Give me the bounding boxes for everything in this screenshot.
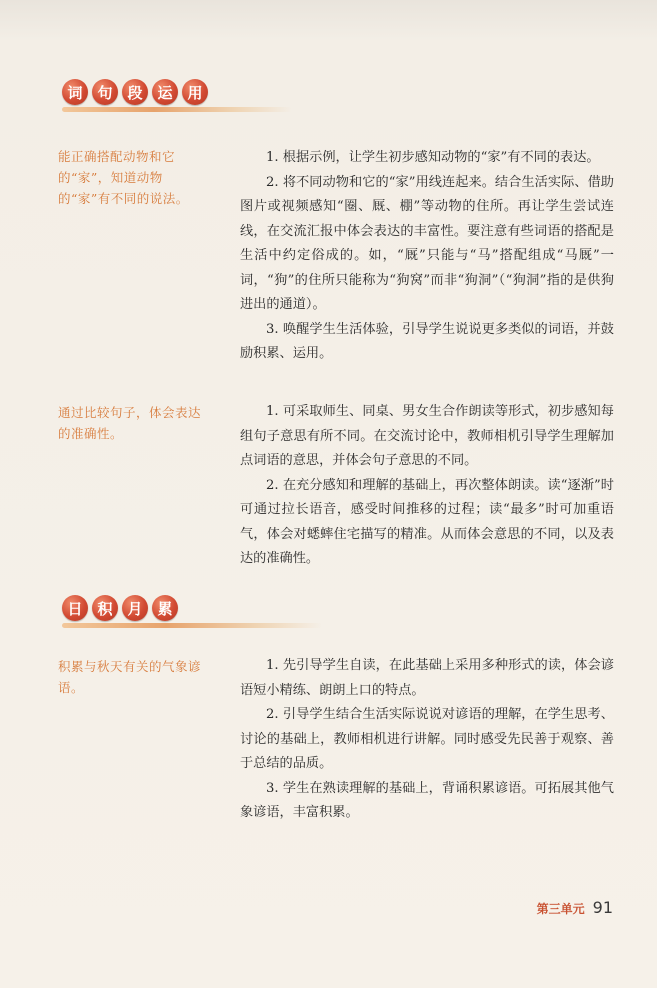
section-heading-ci-ju-duan-yun-yong [62,78,208,106]
heading-char: 词 [62,79,88,105]
paragraph: 2. 引导学生结合生活实际说说对谚语的理解，在学生思考、讨论的基础上，教师相机进行讲解。同时感受先民善于观察、善于总结的品质。 [240,707,614,771]
heading-char: 运 [152,79,178,105]
heading-char: 用 [182,79,208,105]
heading-underline [62,623,322,628]
paragraph: 3. 唤醒学生生活体验，引导学生说说更多类似的词语，并鼓励积累、运用。 [240,321,614,361]
paragraph: 3. 学生在熟读理解的基础上，背诵积累谚语。可拓展其他气象谚语，丰富积累。 [240,780,614,820]
heading-char: 段 [122,79,148,105]
body-text [240,146,614,367]
page-number: 91 [592,898,613,917]
margin-note: 能正确搭配动物和它的“家”，知道动物的“家”有不同的说法。 [58,149,189,206]
body-text [240,400,614,572]
heading-char: 积 [92,595,118,621]
margin-note: 通过比较句子，体会表达的准确性。 [58,405,202,441]
page-footer [537,898,613,917]
paragraph: 2. 在充分感知和理解的基础上，再次整体朗读。读“逐渐”时可通过拉长语音，感受时间推移的过程；读“最多”时可加重语气，体会对蟋蟀住宅描写的精准。从而体会意思的不同，以及表达的准确性。 [240,477,614,566]
paragraph: 2. 将不同动物和它的“家”用线连起来。结合生活实际、借助图片或视频感知“圈、厩、棚”等动物的住所。再让学生尝试连线，在交流汇报中体会表达的丰富性。要注意有些词语的搭配是生活中约定俗成的。如，“厩”只能与“马”搭配组成“马厩”一词，“狗”的住所只能称为“狗窝”而非“狗洞”（“狗洞”指的是供狗进出的通道）。 [240,174,614,312]
paragraph: 1. 先引导学生自读，在此基础上采用多种形式的读，体会谚语短小精练、朗朗上口的特点。 [240,658,614,698]
heading-char: 月 [122,595,148,621]
heading-char: 累 [152,595,178,621]
heading-char: 日 [62,595,88,621]
section-heading-ri-ji-yue-lei [62,594,178,622]
unit-label: 第三单元 [536,902,585,916]
paragraph: 1. 可采取师生、同桌、男女生合作朗读等形式，初步感知每组句子意思有所不同。在交流讨论中，教师相机引导学生理解加点词语的意思，并体会句子意思的不同。 [240,404,614,468]
heading-char: 句 [92,79,118,105]
margin-note: 积累与秋天有关的气象谚语。 [58,659,202,695]
paragraph: 1. 根据示例，让学生初步感知动物的“家”有不同的表达。 [266,150,600,165]
heading-underline [62,107,292,112]
body-text [240,654,614,826]
